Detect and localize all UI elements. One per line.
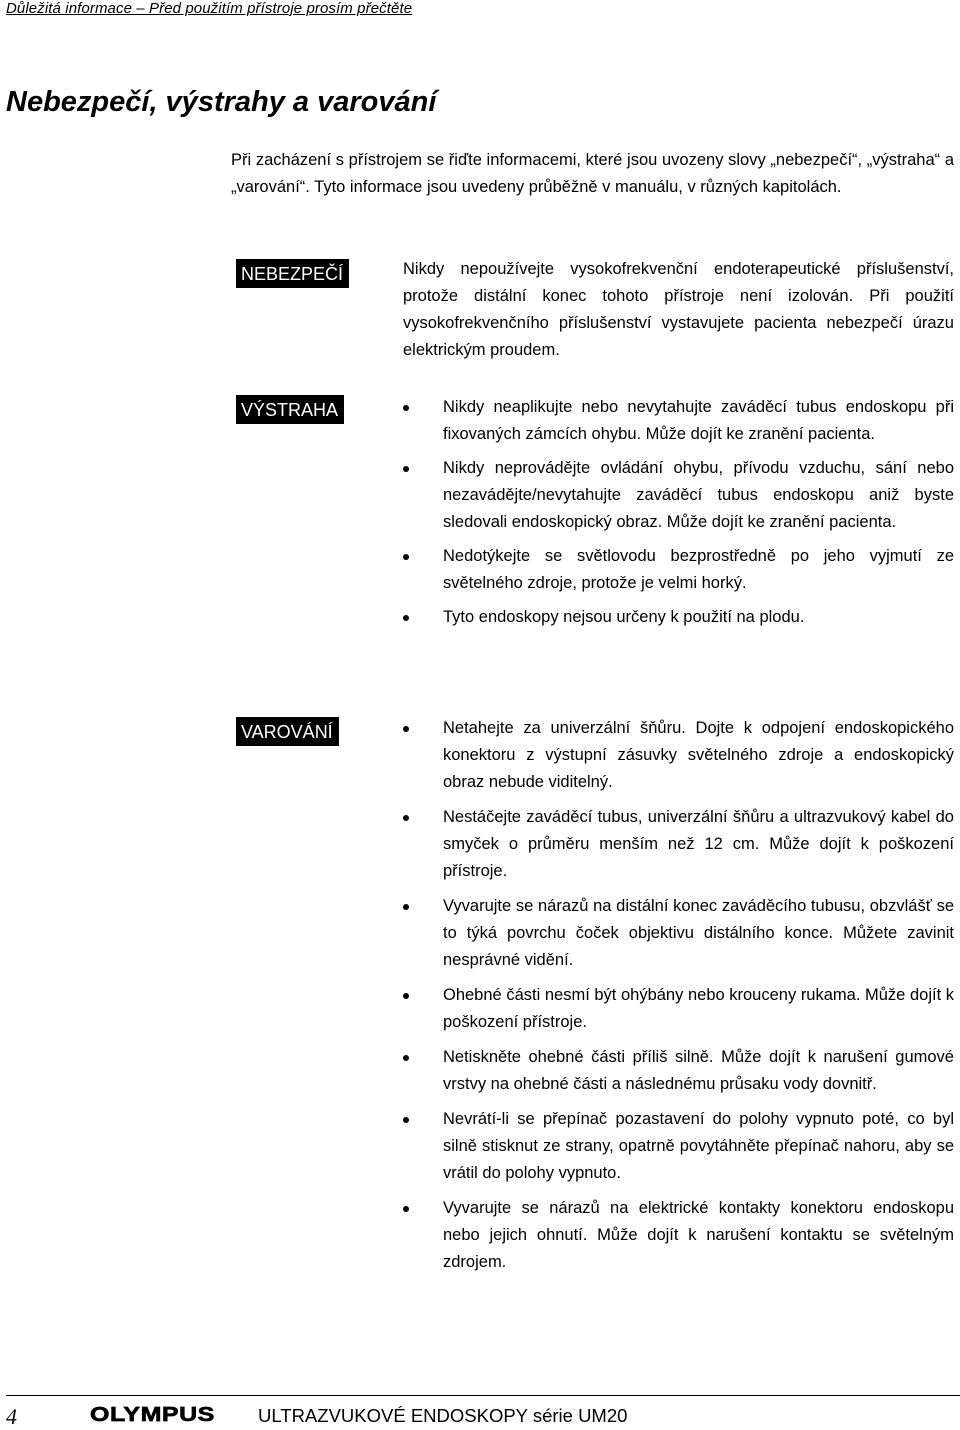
- warning-item: [400, 455, 954, 536]
- caution-item-text: Nevrátí-li se přepínač pozastavení do polohy vypnuto poté, co byl silně stisknut ze strany, opatrně povytáhněte přepínač nahoru, aby se vrátil do polohy vypnuto.: [443, 1110, 954, 1182]
- caution-item: [400, 1195, 954, 1276]
- intro-paragraph: Při zacházení s přístrojem se řiďte informacemi, které jsou uvozeny slovy „nebezpečí“, „výstraha“ a „varování“. Tyto informace jsou uvedeny průběžně v manuálu, v různých kapitolách.: [231, 151, 954, 196]
- caution-item-text: Vyvarujte se nárazů na distální konec zaváděcího tubusu, obzvlášť se to týká povrchu čoček objektivu distálního konce. Můžete zavinit nesprávné vidění.: [443, 897, 954, 969]
- bullet-icon: [403, 904, 409, 910]
- danger-text: Nikdy nepoužívejte vysokofrekvenční endoterapeutické příslušenství, protože distální konec tohoto přístroje není izolován. Při použití vysokofrekvenčního příslušenství vystavujete pacienta nebezpečí úrazu elektrickým proudem.: [403, 260, 954, 359]
- bullet-icon: [403, 815, 409, 821]
- caution-item: [400, 982, 954, 1036]
- warning-label: VÝSTRAHA: [236, 395, 344, 424]
- caution-item-text: Nestáčejte zaváděcí tubus, univerzální šňůru a ultrazvukový kabel do smyček o průměru menším než 12 cm. Může dojít k poškození přístroje.: [443, 808, 954, 880]
- bullet-icon: [403, 993, 409, 999]
- bullet-icon: [403, 466, 409, 472]
- caution-list: [400, 715, 954, 1284]
- warning-item: [400, 394, 954, 448]
- warning-item-text: Tyto endoskopy nejsou určeny k použití na plodu.: [443, 608, 805, 626]
- bullet-icon: [403, 1055, 409, 1061]
- page-number: 4: [6, 1404, 17, 1429]
- warning-item-text: Nikdy neaplikujte nebo nevytahujte zaváděcí tubus endoskopu při fixovaných zámcích ohybu. Může dojít ke zranění pacienta.: [443, 398, 954, 443]
- caution-item-text: Netiskněte ohebné části příliš silně. Může dojít k narušení gumové vrstvy na ohebné části a následnému průsaku vody dovnitř.: [443, 1048, 954, 1093]
- footer-divider: [6, 1395, 960, 1396]
- bullet-icon: [403, 726, 409, 732]
- bullet-icon: [403, 615, 409, 621]
- warning-item-text: Nikdy neprovádějte ovládání ohybu, přívodu vzduchu, sání nebo nezavádějte/nevytahujte zaváděcí tubus endoskopu aniž byste sledovali endoskopický obraz. Může dojít ke zranění pacienta.: [443, 459, 954, 531]
- bullet-icon: [403, 405, 409, 411]
- footer-document-title: ULTRAZVUKOVÉ ENDOSKOPY série UM20: [258, 1405, 628, 1426]
- caution-label: VAROVÁNÍ: [236, 717, 339, 746]
- running-header: Důležitá informace – Před použitím přístroje prosím přečtěte: [6, 0, 413, 17]
- page-title: Nebezpečí, výstrahy a varování: [6, 86, 437, 118]
- warning-list: [400, 394, 954, 638]
- bullet-icon: [403, 1117, 409, 1123]
- caution-item-text: Vyvarujte se nárazů na elektrické kontakty konektoru endoskopu nebo jejich ohnutí. Může dojít k narušení kontaktu se světelným zdrojem.: [443, 1199, 954, 1271]
- caution-item: [400, 1044, 954, 1098]
- olympus-logo: OLYMPUS: [90, 1403, 215, 1426]
- bullet-icon: [403, 1206, 409, 1212]
- caution-item-text: Netahejte za univerzální šňůru. Dojte k odpojení endoskopického konektoru z výstupní zásuvky světelného zdroje a endoskopický obraz nebude viditelný.: [443, 719, 954, 791]
- warning-item: [400, 543, 954, 597]
- caution-item: [400, 804, 954, 885]
- warning-item-text: Nedotýkejte se světlovodu bezprostředně po jeho vyjmutí ze světelného zdroje, protože je velmi horký.: [443, 547, 954, 592]
- caution-item: [400, 715, 954, 796]
- caution-item-text: Ohebné části nesmí být ohýbány nebo krouceny rukama. Může dojít k poškození přístroje.: [443, 986, 954, 1031]
- danger-label: NEBEZPEČÍ: [236, 259, 349, 288]
- warning-item: [400, 604, 954, 631]
- caution-item: [400, 893, 954, 974]
- bullet-icon: [403, 554, 409, 560]
- caution-item: [400, 1106, 954, 1187]
